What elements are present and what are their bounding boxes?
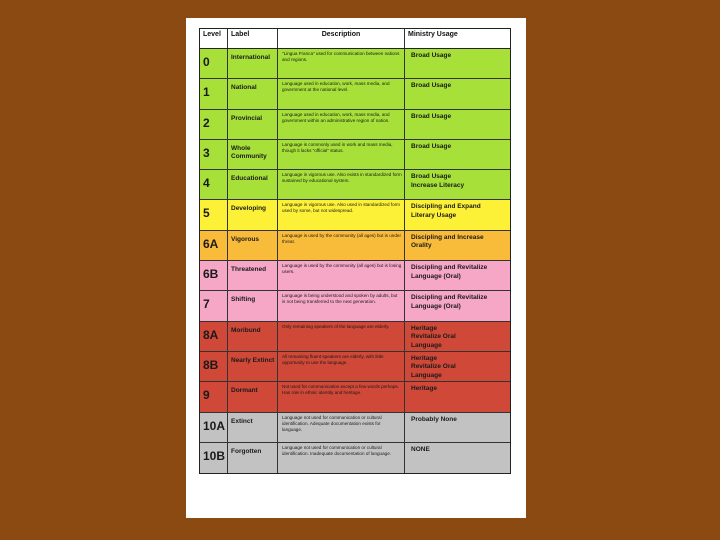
ministry-usage-text: Discipling and Expand Literary Usage	[411, 203, 481, 219]
description-text: Language in vigorous use. Also used in standardized form used by some, but not widespread.	[282, 202, 400, 214]
description-text: Language is being understood and spoken by adults, but is not being transferred to the next generation.	[282, 293, 398, 305]
level-cell	[200, 261, 228, 290]
label-text: Dormant	[231, 387, 258, 395]
level-cell	[200, 200, 228, 229]
label-cell	[228, 49, 278, 78]
header-ministry-usage: Ministry Usage	[408, 31, 458, 38]
description-cell	[278, 382, 405, 411]
level-text: 5	[203, 206, 210, 221]
label-text: International	[231, 54, 271, 61]
ministry-usage-text: Discipling and Increase Orality	[411, 233, 484, 250]
table-row	[200, 49, 510, 79]
label-text: Threatened	[231, 266, 267, 274]
table-row	[200, 443, 510, 473]
description-cell	[278, 261, 405, 290]
level-text: 0	[203, 55, 210, 69]
description-cell	[278, 79, 405, 108]
label-cell	[228, 322, 278, 351]
label-cell	[228, 291, 278, 320]
label-cell	[228, 413, 278, 442]
ministry-usage-text: Broad Usage	[411, 112, 452, 120]
document-page	[186, 18, 526, 518]
ministry-usage-cell	[405, 140, 510, 169]
level-text: 7	[203, 297, 210, 312]
label-text: Moribund	[231, 326, 261, 334]
label-text: Educational	[231, 175, 268, 183]
description-cell	[278, 49, 405, 78]
table-row	[200, 352, 510, 382]
ministry-usage-text: NONE	[411, 445, 430, 453]
label-cell	[228, 352, 278, 381]
description-text: Only remaining speakers of the language are elderly.	[282, 323, 390, 329]
description-text: Language used in education, work, mass media, and government at the national level.	[282, 81, 390, 93]
description-text: Language is used by the community (all ages) but is losing users.	[282, 263, 402, 275]
description-text: Language not used for communication or cultural identification. Inadequate documentation of language.	[282, 444, 392, 456]
table-row	[200, 322, 510, 352]
table-header-row	[200, 29, 510, 49]
level-text: 1	[203, 85, 210, 100]
ministry-usage-cell	[405, 322, 510, 351]
table-row	[200, 413, 510, 443]
table-row	[200, 382, 510, 412]
label-cell	[228, 200, 278, 229]
level-text: 4	[203, 176, 210, 191]
description-text: "Lingua Franca" used for communication between nations and regions.	[282, 51, 400, 62]
table-row	[200, 140, 510, 170]
description-cell	[278, 352, 405, 381]
level-text: 6A	[203, 236, 219, 251]
level-text: 9	[203, 388, 210, 403]
level-text: 10A	[203, 418, 226, 433]
table-row	[200, 110, 510, 140]
ministry-usage-cell	[405, 170, 510, 199]
description-text: All remaining fluent speakers are elderly, with little opportunity to use the language.	[282, 353, 384, 365]
label-cell	[228, 79, 278, 108]
label-text: Forgotten	[231, 447, 262, 455]
description-cell	[278, 110, 405, 139]
header-label: Label	[228, 29, 278, 48]
level-text: 3	[203, 145, 210, 160]
description-text: Language is used by the community (all ages) but is under threat.	[282, 232, 401, 244]
description-text: Language used in education, work, mass media, and government within an administrative region of nation.	[282, 111, 390, 123]
label-text: Vigorous	[231, 235, 260, 243]
label-text: Provincial	[231, 114, 263, 122]
level-cell	[200, 79, 228, 108]
table-row	[200, 170, 510, 200]
label-text: National	[231, 84, 257, 92]
description-cell	[278, 443, 405, 473]
label-cell	[228, 170, 278, 199]
ministry-usage-text: Broad Usage Increase Literacy	[411, 173, 465, 189]
description-cell	[278, 322, 405, 351]
level-text: 8B	[203, 357, 219, 372]
ministry-usage-text: Probably None	[411, 415, 457, 423]
description-cell	[278, 140, 405, 169]
table-row	[200, 200, 510, 230]
label-cell	[228, 443, 278, 473]
level-cell	[200, 49, 228, 78]
level-cell	[200, 140, 228, 169]
label-cell	[228, 261, 278, 290]
label-cell	[228, 110, 278, 139]
language-vitality-table	[199, 28, 511, 474]
description-cell	[278, 413, 405, 442]
table-row	[200, 231, 510, 261]
description-cell	[278, 291, 405, 320]
description-cell	[278, 200, 405, 229]
level-cell	[200, 291, 228, 320]
ministry-usage-text: Heritage Revitalize Oral Language	[411, 354, 456, 379]
ministry-usage-cell	[405, 382, 510, 411]
ministry-usage-cell	[405, 231, 510, 260]
description-cell	[278, 231, 405, 260]
level-cell	[200, 170, 228, 199]
level-cell	[200, 352, 228, 381]
table-row	[200, 261, 510, 291]
ministry-usage-cell	[405, 79, 510, 108]
level-cell	[200, 322, 228, 351]
table-row	[200, 291, 510, 321]
ministry-usage-text: Broad Usage	[411, 142, 452, 150]
level-text: 10B	[203, 448, 226, 463]
label-cell	[228, 231, 278, 260]
description-text: Not used for communication except a few words perhaps. Has role in ethnic identity and heritage.	[282, 384, 399, 396]
label-text: Developing	[231, 205, 267, 213]
ministry-usage-text: Heritage	[411, 385, 438, 393]
ministry-usage-text: Discipling and Revitalize Language (Oral)	[411, 294, 488, 310]
level-cell	[200, 382, 228, 411]
level-cell	[200, 443, 228, 473]
label-text: Whole Community	[231, 144, 267, 160]
ministry-usage-text: Broad Usage	[411, 82, 452, 90]
description-text: Language is commonly used in work and mass media, though it lacks "official" status.	[282, 141, 393, 153]
ministry-usage-text: Broad Usage	[411, 52, 452, 59]
level-cell	[200, 110, 228, 139]
description-text: Language not used for communication or cultural identification. Adequate documentation exists for language.	[282, 414, 382, 432]
label-text: Nearly Extinct	[231, 356, 275, 364]
ministry-usage-text: Discipling and Revitalize Language (Oral)	[411, 264, 488, 280]
label-text: Extinct	[231, 417, 253, 425]
level-text: 2	[203, 115, 210, 130]
ministry-usage-cell	[405, 291, 510, 320]
ministry-usage-cell	[405, 352, 510, 381]
ministry-usage-cell	[405, 443, 510, 473]
ministry-usage-cell	[405, 110, 510, 139]
level-text: 6B	[203, 267, 219, 282]
ministry-usage-text: Heritage Revitalize Oral Language	[411, 324, 456, 349]
label-text: Shifting	[231, 296, 256, 304]
header-description: Description	[278, 29, 405, 48]
level-cell	[200, 413, 228, 442]
ministry-usage-cell	[405, 261, 510, 290]
ministry-usage-cell	[405, 49, 510, 78]
ministry-usage-cell	[405, 200, 510, 229]
level-text: 8A	[203, 327, 219, 342]
label-cell	[228, 382, 278, 411]
header-level: Level	[200, 29, 228, 48]
description-text: Language in vigorous use. Also exists in standardized form sustained by educational system.	[282, 172, 402, 184]
level-cell	[200, 231, 228, 260]
description-cell	[278, 170, 405, 199]
table-row	[200, 79, 510, 109]
table-body	[200, 49, 510, 473]
ministry-usage-cell	[405, 413, 510, 442]
label-cell	[228, 140, 278, 169]
